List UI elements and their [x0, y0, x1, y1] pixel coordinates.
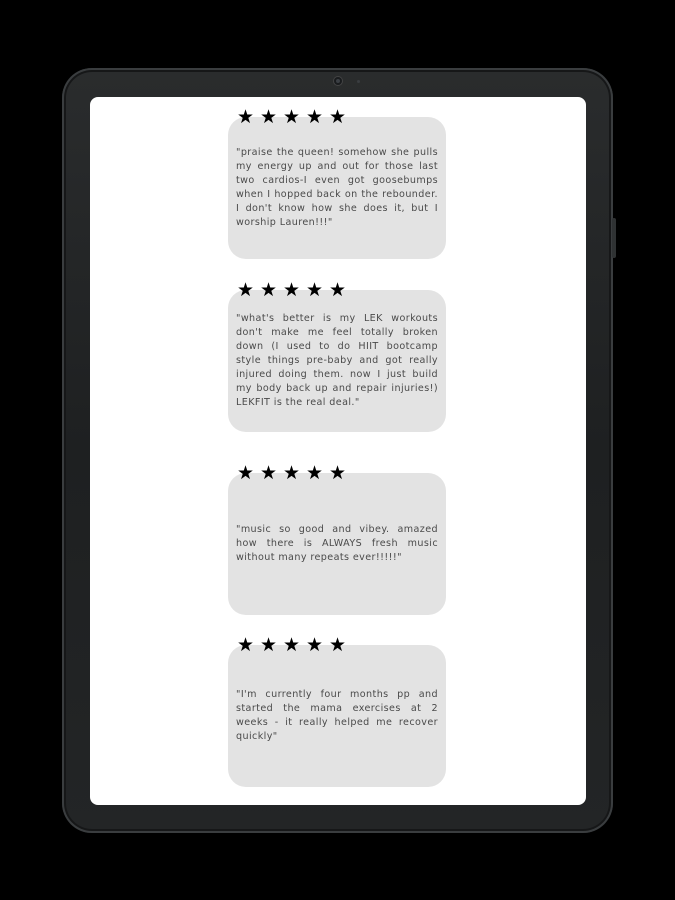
star-icon: ★	[236, 279, 255, 301]
review-card-background	[228, 290, 446, 432]
review-card-background	[228, 645, 446, 787]
star-icon: ★	[305, 279, 324, 301]
star-rating	[236, 281, 347, 299]
review-text: "I'm currently four months pp and started the mama exercises at 2 weeks - it really helped me recover quickly"	[236, 689, 438, 742]
star-icon: ★	[282, 634, 301, 656]
volume-button	[612, 218, 616, 258]
star-icon: ★	[236, 106, 255, 128]
star-rating	[236, 464, 347, 482]
star-rating	[236, 108, 347, 126]
camera-icon	[334, 77, 342, 85]
review-card-3	[228, 462, 446, 615]
review-card-1	[228, 106, 446, 259]
sensor-dot	[357, 80, 360, 83]
star-icon: ★	[328, 462, 347, 484]
star-icon: ★	[305, 634, 324, 656]
star-icon: ★	[328, 106, 347, 128]
star-rating	[236, 636, 347, 654]
star-icon: ★	[305, 462, 324, 484]
review-card-4	[228, 634, 446, 787]
review-text: "music so good and vibey. amazed how there is ALWAYS fresh music without many repeats ever!!!!!"	[236, 524, 438, 563]
star-icon: ★	[305, 106, 324, 128]
review-card-background	[228, 473, 446, 615]
star-icon: ★	[282, 462, 301, 484]
star-icon: ★	[282, 279, 301, 301]
star-icon: ★	[259, 106, 278, 128]
star-icon: ★	[236, 634, 255, 656]
review-card-2	[228, 279, 446, 432]
star-icon: ★	[328, 279, 347, 301]
review-text: "praise the queen! somehow she pulls my energy up and out for those last two cardios-I even got goosebumps when I hopped back on the rebounder. I don't know how she does it, but I worship Lauren!!!"	[236, 147, 438, 228]
star-icon: ★	[282, 106, 301, 128]
star-icon: ★	[259, 634, 278, 656]
app-screen[interactable]	[90, 97, 586, 805]
star-icon: ★	[259, 279, 278, 301]
review-text: "what's better is my LEK workouts don't make me feel totally broken down (I used to do HIIT bootcamp style things pre-baby and got really injured doing them. now I just build my body back up and repair injuries!) LEKFIT is the real deal."	[236, 313, 438, 408]
star-icon: ★	[328, 634, 347, 656]
tablet-frame	[62, 68, 613, 833]
star-icon: ★	[236, 462, 255, 484]
review-card-background	[228, 117, 446, 259]
star-icon: ★	[259, 462, 278, 484]
